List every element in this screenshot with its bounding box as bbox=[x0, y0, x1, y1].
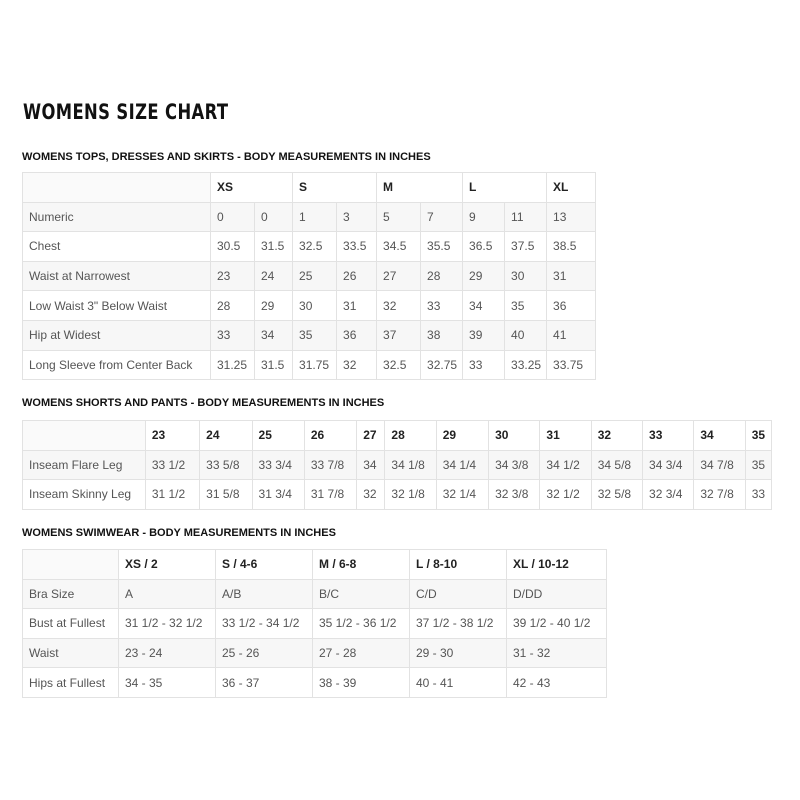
value-cell: 31 - 32 bbox=[507, 638, 607, 668]
row-label-cell: Inseam Flare Leg bbox=[23, 450, 146, 480]
header-corner-cell bbox=[23, 421, 146, 451]
size-header-cell: 23 bbox=[145, 421, 199, 451]
table-row bbox=[23, 638, 607, 668]
row-label-cell: Hips at Fullest bbox=[23, 668, 119, 698]
value-cell: 31.75 bbox=[293, 350, 337, 380]
size-header-cell: 24 bbox=[200, 421, 252, 451]
row-label-cell: Chest bbox=[23, 232, 211, 262]
value-cell: 36 bbox=[547, 291, 596, 321]
value-cell: 33 bbox=[745, 480, 771, 510]
value-cell: 34 3/8 bbox=[489, 450, 540, 480]
value-cell: 33.5 bbox=[337, 232, 377, 262]
value-cell: 33 bbox=[211, 320, 255, 350]
header-corner-cell bbox=[23, 173, 211, 203]
value-cell: 32 3/4 bbox=[643, 480, 694, 510]
value-cell: 37 1/2 - 38 1/2 bbox=[410, 609, 507, 639]
value-cell: A bbox=[119, 579, 216, 609]
value-cell: 40 - 41 bbox=[410, 668, 507, 698]
value-cell: 31.5 bbox=[255, 232, 293, 262]
value-cell: 5 bbox=[377, 202, 421, 232]
value-cell: 31 1/2 - 32 1/2 bbox=[119, 609, 216, 639]
value-cell: A/B bbox=[216, 579, 313, 609]
size-header-cell: 33 bbox=[643, 421, 694, 451]
value-cell: 23 bbox=[211, 261, 255, 291]
value-cell: 31 bbox=[337, 291, 377, 321]
value-cell: 28 bbox=[211, 291, 255, 321]
value-cell: 35 1/2 - 36 1/2 bbox=[313, 609, 410, 639]
size-header-cell: 30 bbox=[489, 421, 540, 451]
value-cell: 39 bbox=[463, 320, 505, 350]
table-row bbox=[23, 202, 596, 232]
row-label-cell: Bra Size bbox=[23, 579, 119, 609]
value-cell: 32 1/2 bbox=[540, 480, 591, 510]
tops-size-table bbox=[22, 172, 596, 380]
value-cell: 36 bbox=[337, 320, 377, 350]
table-row bbox=[23, 579, 607, 609]
value-cell: 30 bbox=[505, 261, 547, 291]
value-cell: 26 bbox=[337, 261, 377, 291]
table-row bbox=[23, 320, 596, 350]
value-cell: 28 bbox=[421, 261, 463, 291]
value-cell: 7 bbox=[421, 202, 463, 232]
value-cell: 42 - 43 bbox=[507, 668, 607, 698]
value-cell: 0 bbox=[211, 202, 255, 232]
value-cell: B/C bbox=[313, 579, 410, 609]
table-row bbox=[23, 480, 772, 510]
value-cell: 0 bbox=[255, 202, 293, 232]
row-label-cell: Inseam Skinny Leg bbox=[23, 480, 146, 510]
size-header-cell: M / 6-8 bbox=[313, 550, 410, 580]
value-cell: 41 bbox=[547, 320, 596, 350]
value-cell: 3 bbox=[337, 202, 377, 232]
size-header-cell: 28 bbox=[385, 421, 436, 451]
value-cell: 34 bbox=[255, 320, 293, 350]
value-cell: 33.25 bbox=[505, 350, 547, 380]
size-header-cell: 31 bbox=[540, 421, 591, 451]
value-cell: 32 3/8 bbox=[489, 480, 540, 510]
tops-section-title: WOMENS TOPS, DRESSES AND SKIRTS - BODY MEASUREMENTS IN INCHES bbox=[22, 151, 431, 163]
size-header-cell: XS bbox=[211, 173, 293, 203]
value-cell: 32.75 bbox=[421, 350, 463, 380]
value-cell: 34.5 bbox=[377, 232, 421, 262]
shorts-size-table bbox=[22, 420, 772, 510]
value-cell: 11 bbox=[505, 202, 547, 232]
value-cell: 35 bbox=[505, 291, 547, 321]
row-label-cell: Low Waist 3" Below Waist bbox=[23, 291, 211, 321]
size-header-cell: XL / 10-12 bbox=[507, 550, 607, 580]
size-header-cell: 25 bbox=[252, 421, 304, 451]
value-cell: 31 3/4 bbox=[252, 480, 304, 510]
table-row bbox=[23, 668, 607, 698]
header-row bbox=[23, 421, 772, 451]
row-label-cell: Waist at Narrowest bbox=[23, 261, 211, 291]
value-cell: 33 1/2 bbox=[145, 450, 199, 480]
value-cell: 32 5/8 bbox=[591, 480, 642, 510]
value-cell: 37.5 bbox=[505, 232, 547, 262]
swim-section-title: WOMENS SWIMWEAR - BODY MEASUREMENTS IN INCHES bbox=[22, 527, 336, 539]
value-cell: 33 5/8 bbox=[200, 450, 252, 480]
value-cell: 25 - 26 bbox=[216, 638, 313, 668]
value-cell: 13 bbox=[547, 202, 596, 232]
value-cell: 9 bbox=[463, 202, 505, 232]
value-cell: 32 7/8 bbox=[694, 480, 745, 510]
value-cell: 32 bbox=[337, 350, 377, 380]
size-header-cell: S / 4-6 bbox=[216, 550, 313, 580]
row-label-cell: Long Sleeve from Center Back bbox=[23, 350, 211, 380]
value-cell: 30.5 bbox=[211, 232, 255, 262]
value-cell: 31 7/8 bbox=[304, 480, 356, 510]
size-header-cell: 34 bbox=[694, 421, 745, 451]
value-cell: 25 bbox=[293, 261, 337, 291]
value-cell: 32 1/8 bbox=[385, 480, 436, 510]
size-header-cell: L bbox=[463, 173, 547, 203]
value-cell: 23 - 24 bbox=[119, 638, 216, 668]
row-label-cell: Waist bbox=[23, 638, 119, 668]
header-row bbox=[23, 173, 596, 203]
value-cell: 31 bbox=[547, 261, 596, 291]
value-cell: 1 bbox=[293, 202, 337, 232]
value-cell: 31 5/8 bbox=[200, 480, 252, 510]
size-header-cell: S bbox=[293, 173, 377, 203]
value-cell: 33 bbox=[463, 350, 505, 380]
value-cell: 38.5 bbox=[547, 232, 596, 262]
value-cell: 29 bbox=[255, 291, 293, 321]
size-header-cell: XL bbox=[547, 173, 596, 203]
size-header-cell: M bbox=[377, 173, 463, 203]
value-cell: 34 3/4 bbox=[643, 450, 694, 480]
value-cell: 32.5 bbox=[377, 350, 421, 380]
header-row bbox=[23, 550, 607, 580]
row-label-cell: Numeric bbox=[23, 202, 211, 232]
value-cell: 34 - 35 bbox=[119, 668, 216, 698]
value-cell: 39 1/2 - 40 1/2 bbox=[507, 609, 607, 639]
value-cell: 38 - 39 bbox=[313, 668, 410, 698]
value-cell: 32 bbox=[377, 291, 421, 321]
value-cell: 34 1/8 bbox=[385, 450, 436, 480]
value-cell: 31.25 bbox=[211, 350, 255, 380]
value-cell: 33 7/8 bbox=[304, 450, 356, 480]
value-cell: 34 5/8 bbox=[591, 450, 642, 480]
value-cell: 31.5 bbox=[255, 350, 293, 380]
value-cell: 29 bbox=[463, 261, 505, 291]
value-cell: 37 bbox=[377, 320, 421, 350]
row-label-cell: Bust at Fullest bbox=[23, 609, 119, 639]
value-cell: 35 bbox=[293, 320, 337, 350]
table-row bbox=[23, 232, 596, 262]
header-corner-cell bbox=[23, 550, 119, 580]
table-row bbox=[23, 291, 596, 321]
value-cell: 36 - 37 bbox=[216, 668, 313, 698]
table-row bbox=[23, 350, 596, 380]
value-cell: 35 bbox=[745, 450, 771, 480]
page-title: WOMENS SIZE CHART bbox=[23, 100, 229, 124]
swim-size-table bbox=[22, 549, 607, 698]
value-cell: 38 bbox=[421, 320, 463, 350]
table-row bbox=[23, 609, 607, 639]
value-cell: 33 3/4 bbox=[252, 450, 304, 480]
value-cell: 33 1/2 - 34 1/2 bbox=[216, 609, 313, 639]
value-cell: 34 1/2 bbox=[540, 450, 591, 480]
value-cell: 24 bbox=[255, 261, 293, 291]
value-cell: 27 - 28 bbox=[313, 638, 410, 668]
value-cell: 32 bbox=[357, 480, 385, 510]
value-cell: 34 bbox=[357, 450, 385, 480]
value-cell: 35.5 bbox=[421, 232, 463, 262]
value-cell: D/DD bbox=[507, 579, 607, 609]
value-cell: 34 bbox=[463, 291, 505, 321]
size-header-cell: L / 8-10 bbox=[410, 550, 507, 580]
size-header-cell: 35 bbox=[745, 421, 771, 451]
size-header-cell: 32 bbox=[591, 421, 642, 451]
shorts-section-title: WOMENS SHORTS AND PANTS - BODY MEASUREMENTS IN INCHES bbox=[22, 397, 385, 409]
size-header-cell: 27 bbox=[357, 421, 385, 451]
value-cell: 32 1/4 bbox=[436, 480, 488, 510]
value-cell: 29 - 30 bbox=[410, 638, 507, 668]
value-cell: 31 1/2 bbox=[145, 480, 199, 510]
value-cell: 30 bbox=[293, 291, 337, 321]
row-label-cell: Hip at Widest bbox=[23, 320, 211, 350]
table-row bbox=[23, 450, 772, 480]
size-header-cell: XS / 2 bbox=[119, 550, 216, 580]
value-cell: 33.75 bbox=[547, 350, 596, 380]
value-cell: 32.5 bbox=[293, 232, 337, 262]
value-cell: C/D bbox=[410, 579, 507, 609]
value-cell: 27 bbox=[377, 261, 421, 291]
size-header-cell: 26 bbox=[304, 421, 356, 451]
value-cell: 34 1/4 bbox=[436, 450, 488, 480]
size-header-cell: 29 bbox=[436, 421, 488, 451]
value-cell: 40 bbox=[505, 320, 547, 350]
value-cell: 34 7/8 bbox=[694, 450, 745, 480]
value-cell: 33 bbox=[421, 291, 463, 321]
value-cell: 36.5 bbox=[463, 232, 505, 262]
table-row bbox=[23, 261, 596, 291]
